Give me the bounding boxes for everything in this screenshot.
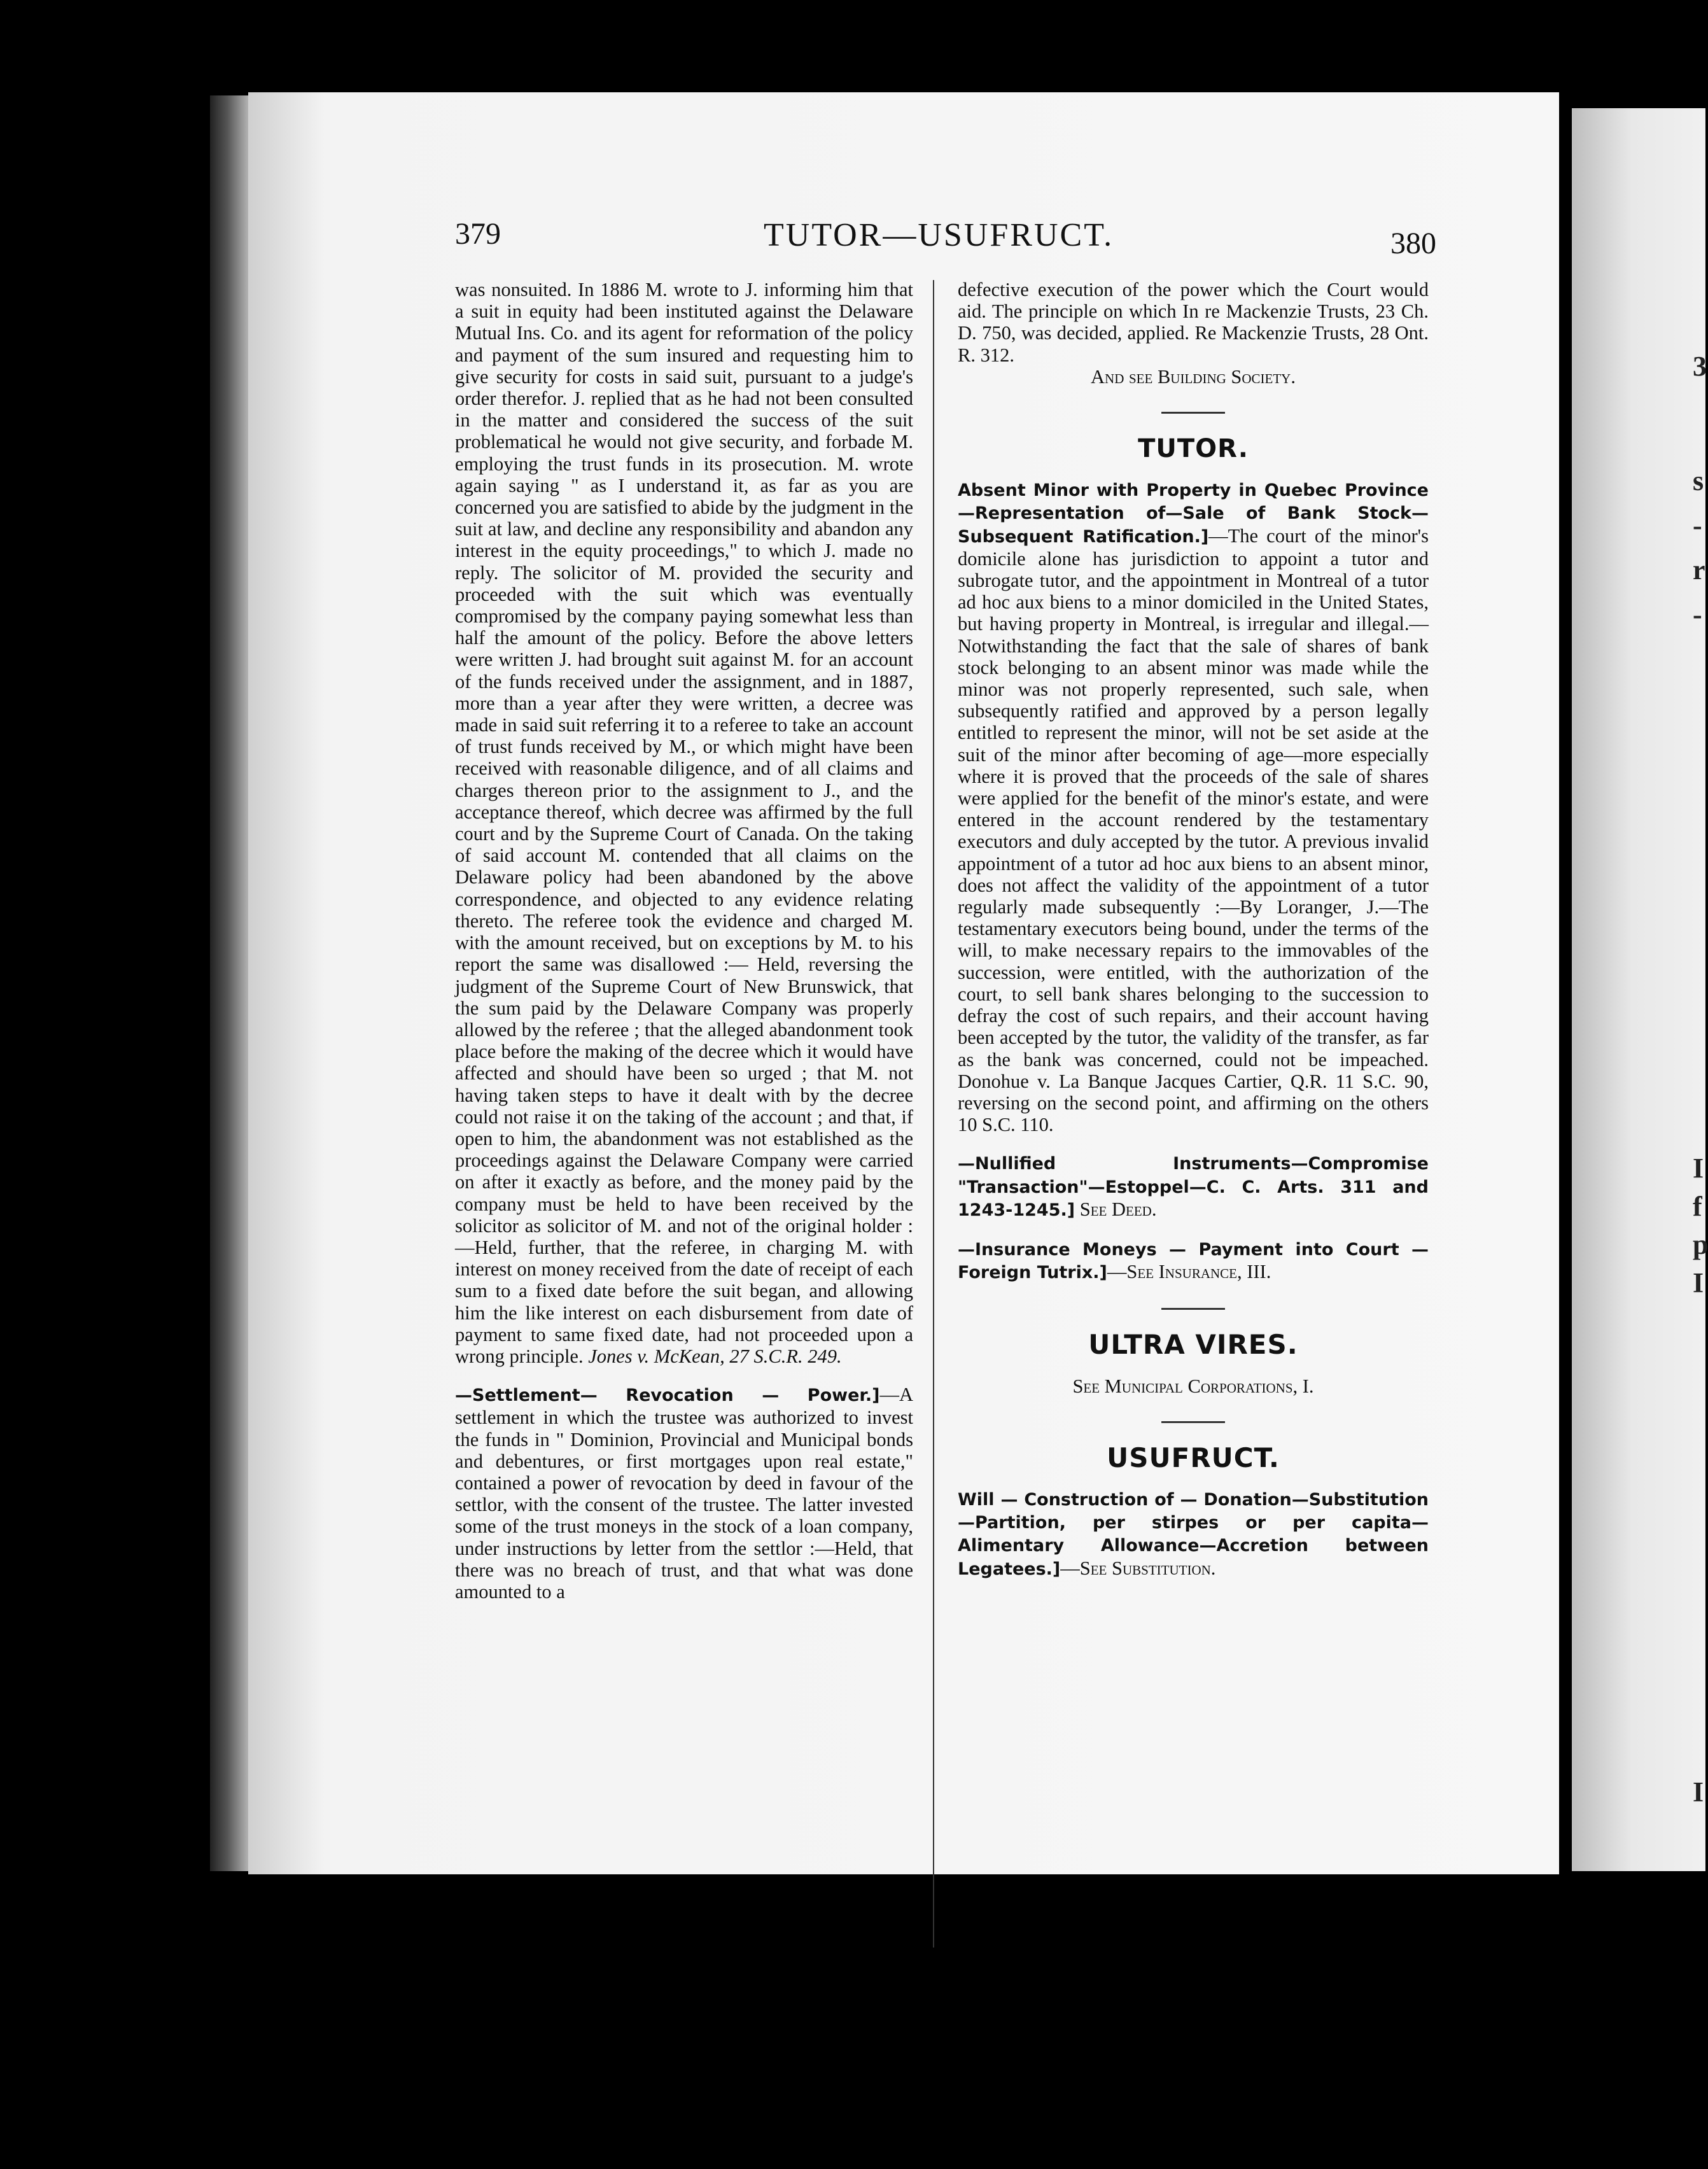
and-see-building-society: And see Building Society. bbox=[1091, 365, 1296, 388]
insurance-lead: —Insurance Moneys — Payment into Court — Foreign Tutrix.] bbox=[958, 1239, 1429, 1283]
left-paragraph-2 bbox=[455, 1384, 913, 1603]
right-column bbox=[958, 279, 1429, 1580]
right-page-number: 380 bbox=[1390, 227, 1436, 260]
ultra-vires-see: See Municipal Corporations, I. bbox=[1072, 1375, 1314, 1397]
section-rule-2 bbox=[1161, 1308, 1225, 1310]
tutor-body: —The court of the minor's domicile alone has jurisdiction to appoint a tutor and subrogate tutor, and the appointment in Montreal of a tutor ad hoc aux biens to a minor domiciled in the United States, but having property in Montreal, is irregular and illegal.—Notwithstanding the fact that the sale of shares of bank stock belonging to an absent minor was made while the minor was not properly represented, such sale, when subsequently ratified and approved by a person legally entitled to represent the minor, will not be set aside at the suit of the minor after becoming of age—more especially where it is proved that the proceeds of the sale of shares were applied for the benefit of the minor's estate, and were entered in the account rendered by the testamentary executors and duly accepted by the tutor. A previous invalid appointment of a tutor ad hoc aux biens to an absent minor, does not affect the validity of the appointment of a tutor regularly made subsequently :—By Loranger, J.—The testamentary executors being bound, under the terms of the will, to make necessary repairs to the immovables of the succession, were entitled, with the authorization of the court, to sell bank shares belonging to the succession to defray the cost of such repairs, and their account having been accepted by the tutor, the validity of the transfer, as far as the bank was concerned, could not be impeached. Donohue v. La Banque Jacques Cartier, Q.R. 11 S.C. 90, reversing on the second point, and affirming on the others 10 S.C. 110. bbox=[958, 524, 1429, 1136]
adjacent-page-strip: 3 s - r - I f p I I bbox=[1572, 108, 1705, 1871]
nullified-paragraph bbox=[958, 1152, 1429, 1221]
left-page-number: 379 bbox=[455, 217, 501, 251]
usufruct-paragraph bbox=[958, 1488, 1429, 1580]
ultra-vires-heading: ULTRA VIRES. bbox=[1088, 1329, 1298, 1361]
left-paragraph-1-text: was nonsuited. In 1886 M. wrote to J. informing him that a suit in equity had been instituted against the Delaware Mutual Ins. Co. and its agent for reformation of the policy and payment of the sum insured and requesting him to give security for costs in said suit, pursuant to a judge's order therefor. J. replied that as he had not been consulted in the matter and considered the success of the suit problematical he would not give security, and forbade M. employing the trust funds in its prosecution. M. wrote again saying " as I understand it, as far as you are concerned you are satisfied to abide by the judgment in the suit at law, and decline any responsibility and abandon any interest in the equity proceedings," to which J. made no reply. The solicitor of M. provided the security and proceeded with the suit which was eventually compromised by the company paying somewhat less than half the amount of the policy. Before the above letters were written J. had brought suit against M. for an account of the funds received under the assignment, and in 1887, more than a year after they were written, a decree was made in said suit referring it to a referee to take an account of trust funds received by M., or which might have been received with reasonable diligence, and of all claims and charges thereon prior to the assignment to J., and the acceptance thereof, which decree was affirmed by the full court and by the Supreme Court of Canada. On the taking of said account M. contended that all claims on the Delaware policy had been abandoned by the above correspondence, and objected to any evidence relating thereto. The referee took the evidence and charged M. with the amount received, but on exceptions by M. to his report the same was disallowed :— Held, reversing the judgment of the Supreme Court of New Brunswick, that the sum paid by the Delaware Company was properly allowed by the referee ; that the alleged abandonment took place before the making of the decree which it would have affected and should have been so urged ; that M. not having taken steps to have it dealt with by the decree could not raise it on the taking of the account ; and that, if open to him, the abandonment was not established as the proceedings against the Delaware Company were carried on after it exactly as before, and the money paid by the company must be held to have been received by the solicitor as solicitor of M. and not of the original holder :—Held, further, that the referee, in charging M. with interest on money received from the date of receipt of each sum to a fixed date before the suit began, and allowing him the like interest on each disbursement from date of payment to same fixed date, had not proceeded upon a wrong principle. bbox=[455, 279, 913, 1367]
running-title: TUTOR—USUFRUCT. bbox=[764, 217, 1114, 253]
tutor-lead: Absent Minor with Property in Quebec Province—Representation of—Sale of Bank Stock—Subsequent Ratification.] bbox=[958, 481, 1429, 547]
settlement-lead: —Settlement— Revocation — Power.] bbox=[455, 1386, 880, 1406]
tutor-heading: TUTOR. bbox=[1138, 434, 1249, 464]
insurance-see: —See Insurance, III. bbox=[1107, 1261, 1271, 1283]
insurance-paragraph bbox=[958, 1238, 1429, 1284]
settlement-text: —A settlement in which the trustee was authorized to invest the funds in " Dominion, Provincial and Municipal bonds and debentures, or first mortgages upon real estate," contained a power of revocation by deed in favour of the settlor, with the consent of the trustee. The latter invested some of the trust moneys in the stock of a loan company, under instructions by letter from the settlor :—Held, that there was no breach of trust, and that what was done amounted to a bbox=[455, 1384, 913, 1603]
usufruct-see: —See Substitution. bbox=[1060, 1557, 1216, 1579]
section-rule bbox=[1161, 412, 1225, 414]
right-continuation: defective execution of the power which the Court would aid. The principle on which In re Mackenzie Trusts, 23 Ch. D. 750, was decided, applied. Re Mackenzie Trusts, 28 Ont. R. 312. bbox=[958, 279, 1429, 366]
nullified-see: See Deed. bbox=[1079, 1198, 1157, 1220]
column-divider bbox=[933, 280, 934, 1948]
section-rule-3 bbox=[1161, 1421, 1225, 1423]
left-citation-jones-v-mckean: Jones v. McKean, 27 S.C.R. 249. bbox=[588, 1345, 842, 1367]
usufruct-lead: Will — Construction of — Donation—Substitution—Partition, per stirpes or per capita—Alimentary Allowance—Accretion between Legatees.] bbox=[958, 1489, 1429, 1579]
left-paragraph-1 bbox=[455, 279, 913, 1367]
left-column bbox=[455, 279, 913, 1603]
usufruct-heading: USUFRUCT. bbox=[1107, 1442, 1280, 1473]
tutor-paragraph bbox=[958, 479, 1429, 1135]
nullified-lead: —Nullified Instruments—Compromise "Transaction"—Estoppel—C. C. Arts. 311 and 1243-1245.] bbox=[958, 1154, 1429, 1220]
